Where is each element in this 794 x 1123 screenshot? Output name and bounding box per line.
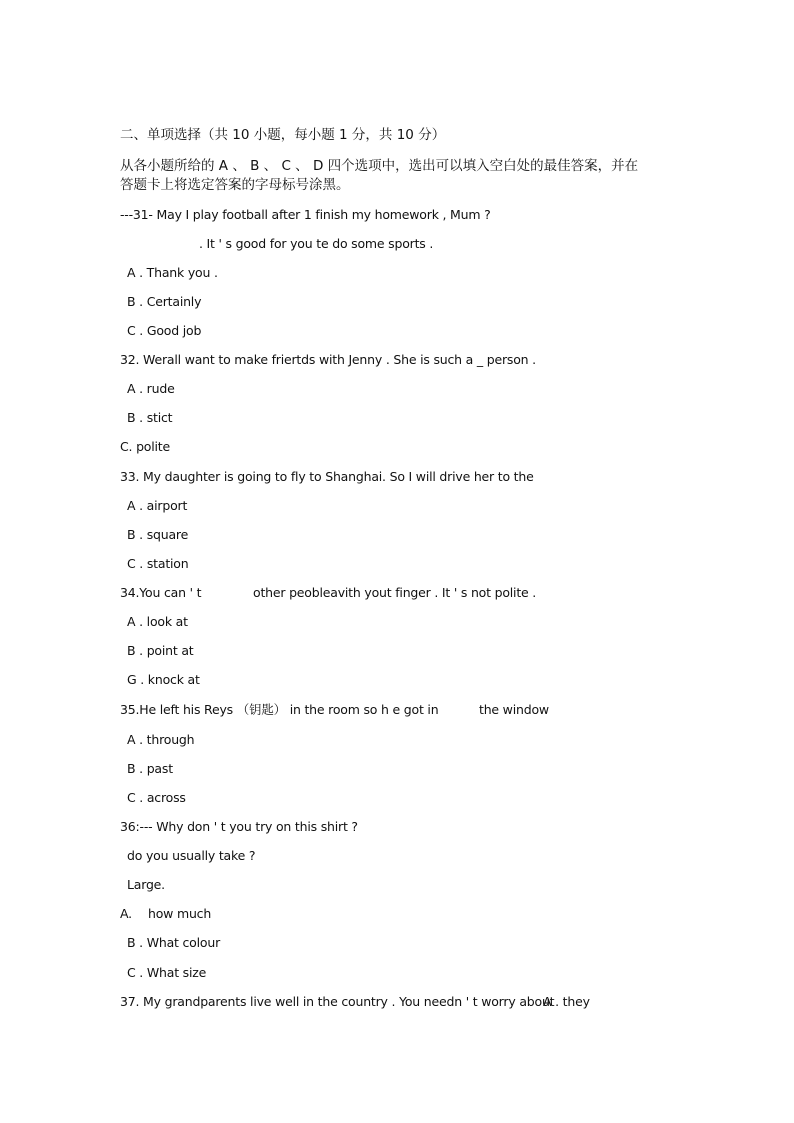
- option-33-c: C . station: [127, 556, 189, 571]
- option-31-c: C . Good job: [127, 323, 202, 338]
- option-35-a: A . through: [127, 732, 195, 747]
- option-35-c: C . across: [127, 790, 186, 805]
- option-35-b: B . past: [127, 761, 173, 776]
- option-36-a-letter: A.: [120, 906, 132, 921]
- question-31: ---31- May I play football after 1 finish my homework , Mum ?: [120, 207, 491, 222]
- option-32-c: C. polite: [120, 439, 170, 454]
- option-34-b: B . point at: [127, 643, 194, 658]
- instructions-line-1: 从各小题所给的 A 、 B 、 C 、 D 四个选项中，选出可以填入空白处的最佳答案，并在: [120, 158, 639, 174]
- option-36-a-text: how much: [148, 906, 212, 921]
- option-32-a: A . rude: [127, 381, 175, 396]
- option-31-b: B . Certainly: [127, 294, 202, 309]
- question-32: 32. Werall want to make friertds with Jenny . She is such a _ person .: [120, 352, 536, 367]
- question-35-part-2: the window: [479, 702, 549, 717]
- question-36: 36:--- Why don ' t you try on this shirt ?: [120, 819, 358, 834]
- option-33-a: A . airport: [127, 498, 188, 513]
- option-33-b: B . square: [127, 527, 189, 542]
- option-31-a: A . Thank you .: [127, 265, 218, 280]
- option-34-c: G . knock at: [127, 672, 200, 687]
- question-34-part-1: 34.You can ' t: [120, 585, 202, 600]
- option-36-b: B . What colour: [127, 935, 221, 950]
- instructions-line-2: 答题卡上将选定答案的字母标号涂黑。: [120, 177, 350, 193]
- question-34-part-2: other peobleavith yout finger . It ' s not polite .: [253, 585, 537, 600]
- question-33: 33. My daughter is going to fly to Shanghai. So I will drive her to the: [120, 469, 534, 484]
- option-37-a: A . they: [543, 994, 590, 1009]
- question-31-response: . It ' s good for you te do some sports .: [199, 236, 434, 251]
- question-35-part-1: 35.He left his Reys （钥匙） in the room so h e got in: [120, 702, 439, 717]
- question-36-line-2: do you usually take ?: [127, 848, 256, 863]
- section-heading: 二、单项选择（共 10 小题，每小题 1 分，共 10 分）: [120, 127, 446, 143]
- question-37: 37. My grandparents live well in the country . You needn ' t worry about: [120, 994, 555, 1009]
- question-36-line-3: Large.: [127, 877, 165, 892]
- option-32-b: B . stict: [127, 410, 173, 425]
- option-36-c: C . What size: [127, 965, 207, 980]
- option-34-a: A . look at: [127, 614, 188, 629]
